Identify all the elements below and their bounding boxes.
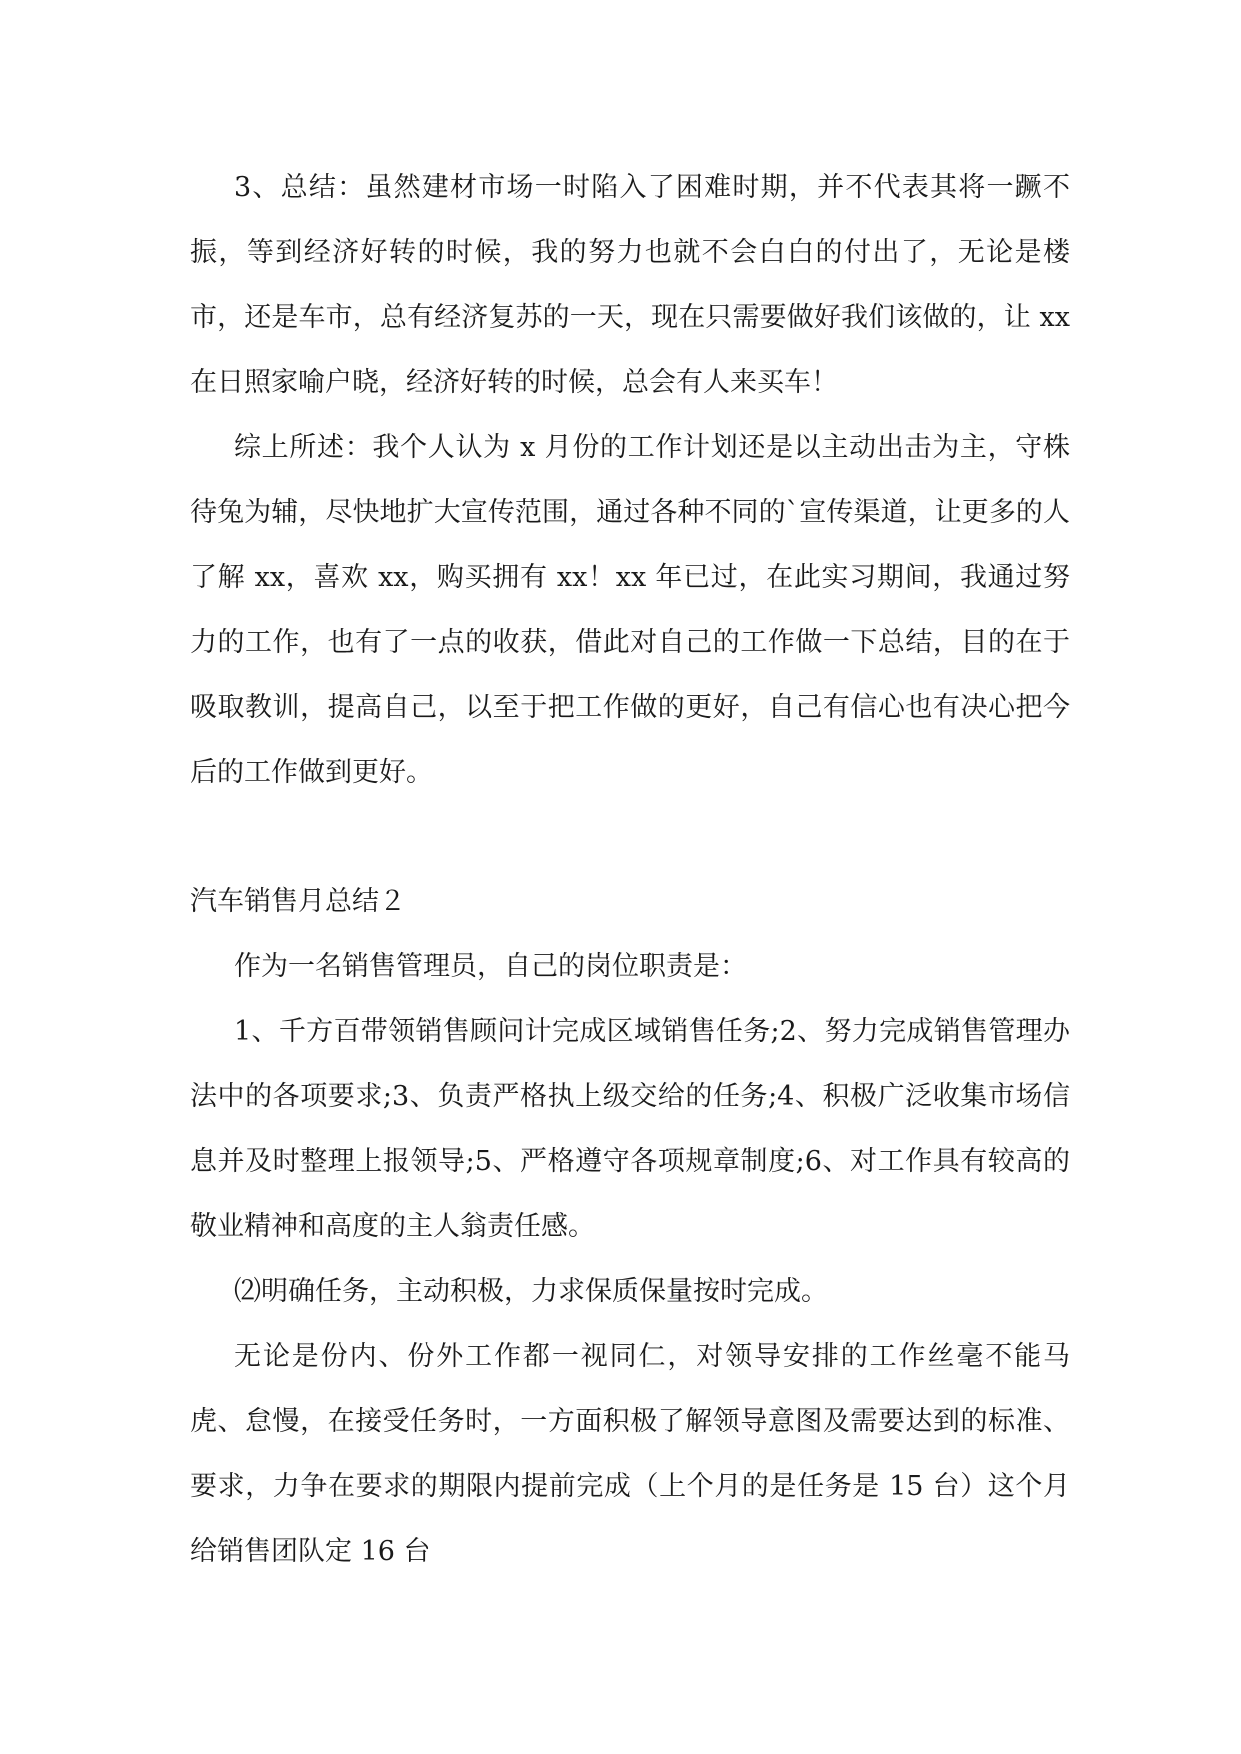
section-title: 汽车销售月总结２ [190,886,406,917]
paragraph-summary: 3、总结：虽然建材市场一时陷入了困难时期，并不代表其将一蹶不振，等到经济好转的时候，我的努力也就不会白白的付出了，无论是楼市，还是车市，总有经济复苏的一天，现在只需要做好我们该做的，让 xx 在日照家喻户晓，经济好转的时候，总会有人来买车！ [190,172,1070,398]
paragraph-tasks: ⑵明确任务，主动积极，力求保质保量按时完成。 [234,1276,828,1307]
document-body [190,155,1070,1584]
paragraph-conclusion: 综上所述：我个人认为 x 月份的工作计划还是以主动出击为主，守株待兔为辅，尽快地扩大宣传范围，通过各种不同的`宣传渠道，让更多的人了解 xx，喜欢 xx，购买拥有 xx！xx 年已过，在此实习期间，我通过努力的工作，也有了一点的收获，借此对自己的工作做一下总结，目的在于吸取教训，提高自己，以至于把工作做的更好，自己有信心也有决心把今后的工作做到更好。 [190,432,1070,788]
paragraph-work-attitude: 无论是份内、份外工作都一视同仁，对领导安排的工作丝毫不能马虎、怠慢，在接受任务时，一方面积极了解领导意图及需要达到的标准、要求，力争在要求的期限内提前完成（上个月的是任务是 15 台）这个月给销售团队定 16 台 [190,1341,1070,1567]
paragraph-duties: 1、千方百带领销售顾问计完成区域销售任务;2、努力完成销售管理办法中的各项要求;3、负责严格执上级交给的任务;4、积极广泛收集市场信息并及时整理上报领导;5、严格遵守各项规章制度;6、对工作具有较高的敬业精神和高度的主人翁责任感。 [190,1016,1070,1242]
paragraph-role-intro: 作为一名销售管理员，自己的岗位职责是： [234,951,747,982]
